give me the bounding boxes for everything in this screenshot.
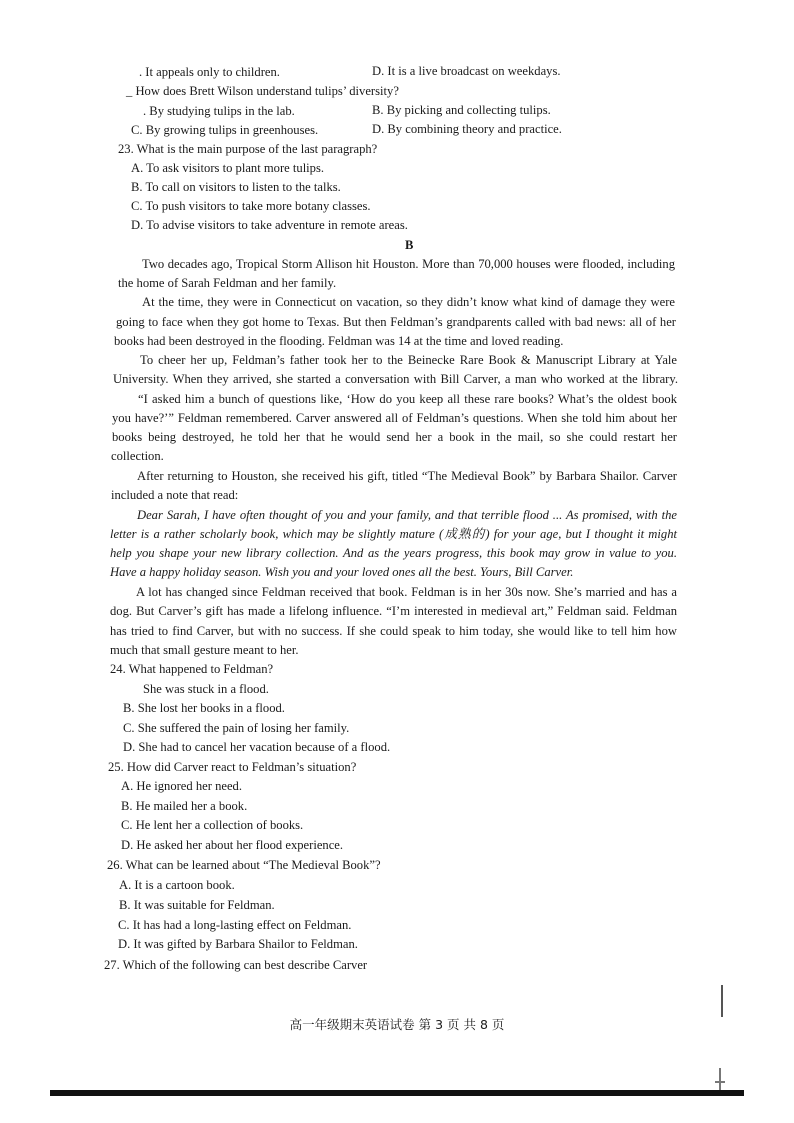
scan-mark <box>721 985 723 1017</box>
passage-line: going to face when they got home to Texas. But then Feldman’s grandparents called with bad news: all of her <box>116 315 676 329</box>
letter-line: help you shape your new library collection. And as the years progress, this book may grow in value to you. <box>110 546 677 560</box>
section-heading: B <box>405 238 414 252</box>
question-stem-tulips: _ How does Brett Wilson understand tulips’ diversity? <box>126 84 399 98</box>
tulips-option-a: . By studying tulips in the lab. <box>143 104 295 118</box>
tulips-option-b: B. By picking and collecting tulips. <box>372 103 551 117</box>
q23-option-b: B. To call on visitors to listen to the talks. <box>131 180 341 194</box>
q22-option-d: D. It is a live broadcast on weekdays. <box>372 64 561 78</box>
q24-stem: 24. What happened to Feldman? <box>110 662 274 676</box>
q23-option-d: D. To advise visitors to take adventure in remote areas. <box>131 218 408 232</box>
q25-option-b: B. He mailed her a book. <box>121 799 248 813</box>
q26-option-d: D. It was gifted by Barbara Shailor to Feldman. <box>118 937 358 951</box>
passage-line: At the time, they were in Connecticut on vacation, so they didn’t know what kind of damage they were <box>142 295 675 309</box>
passage-line: After returning to Houston, she received his gift, titled “The Medieval Book” by Barbara Shailor. Carver <box>137 469 677 483</box>
tulips-option-c: C. By growing tulips in greenhouses. <box>131 123 319 137</box>
q25-option-c: C. He lent her a collection of books. <box>121 818 304 832</box>
passage-line: the home of Sarah Feldman and her family. <box>118 276 337 290</box>
q27-stem: 27. Which of the following can best describe Carver <box>104 958 368 972</box>
q25-stem: 25. How did Carver react to Feldman’s situation? <box>108 760 357 774</box>
passage-line: much that small gesture meant to her. <box>110 643 299 657</box>
passage-line: books being destroyed, he told her that he would send her a book in the mail, so she could restart her <box>112 430 677 444</box>
letter-line: Have a happy holiday season. Wish you and your loved ones all the best. Yours, Bill Carver. <box>110 565 574 579</box>
passage-line: included a note that read: <box>111 488 239 502</box>
q25-option-d: D. He asked her about her flood experience. <box>121 838 344 852</box>
q23-option-a: A. To ask visitors to plant more tulips. <box>131 161 325 175</box>
letter-line: letter is a rather scholarly book, which may be slightly mature (成熟的) for your age, but I thought it might <box>110 527 677 541</box>
passage-line: To cheer her up, Feldman’s father took her to the Beinecke Rare Book & Manuscript Library at Yale <box>140 353 677 367</box>
q26-option-b: B. It was suitable for Feldman. <box>119 898 275 912</box>
passage-line: books had been destroyed in the flooding. Feldman was 14 at the time and loved reading. <box>114 334 564 348</box>
q25-option-a: A. He ignored her need. <box>121 779 242 793</box>
passage-line: A lot has changed since Feldman received that book. Feldman is in her 30s now. She’s married and has a <box>136 585 677 599</box>
q23-option-c: C. To push visitors to take more botany classes. <box>131 199 371 213</box>
q26-option-c: C. It has had a long-lasting effect on Feldman. <box>118 918 352 932</box>
q26-option-a: A. It is a cartoon book. <box>119 878 235 892</box>
q24-option-c: C. She suffered the pain of losing her family. <box>123 721 350 735</box>
passage-line: “I asked him a bunch of questions like, ‘How do you keep all these rare books? What’s the oldest book <box>138 392 677 406</box>
passage-line: dog. But Carver’s gift has made a lifelong influence. “I’m interested in medieval art,” Feldman said. Feldman <box>110 604 677 618</box>
q24-option-b: B. She lost her books in a flood. <box>123 701 285 715</box>
q22-option-c: . It appeals only to children. <box>139 65 280 79</box>
passage-line: University. When they arrived, she started a conversation with Bill Carver, a man who worked at the library. <box>113 372 678 386</box>
q24-option-a: She was stuck in a flood. <box>143 682 269 696</box>
passage-line: Two decades ago, Tropical Storm Allison hit Houston. More than 70,000 houses were flooded, including <box>142 257 675 271</box>
bottom-rule <box>50 1090 744 1096</box>
passage-line: has tried to find Carver, but with no success. If she could speak to him today, she would like to tell him how <box>110 624 677 638</box>
tulips-option-d: D. By combining theory and practice. <box>372 122 562 136</box>
letter-line: Dear Sarah, I have often thought of you and your family, and that terrible flood ... As promised, with the <box>137 508 677 522</box>
q24-option-d: D. She had to cancel her vacation because of a flood. <box>123 740 391 754</box>
page-footer: 高一年级期末英语试卷 第 3 页 共 8 页 <box>289 1017 505 1032</box>
q26-stem: 26. What can be learned about “The Medieval Book”? <box>107 858 381 872</box>
passage-line: you have?’” Feldman remembered. Carver answered all of Feldman’s questions. When she told him about her <box>112 411 677 425</box>
scan-mark <box>715 1081 725 1083</box>
passage-line: collection. <box>111 449 164 463</box>
q23-stem: 23. What is the main purpose of the last paragraph? <box>118 142 378 156</box>
scan-mark <box>719 1068 721 1090</box>
